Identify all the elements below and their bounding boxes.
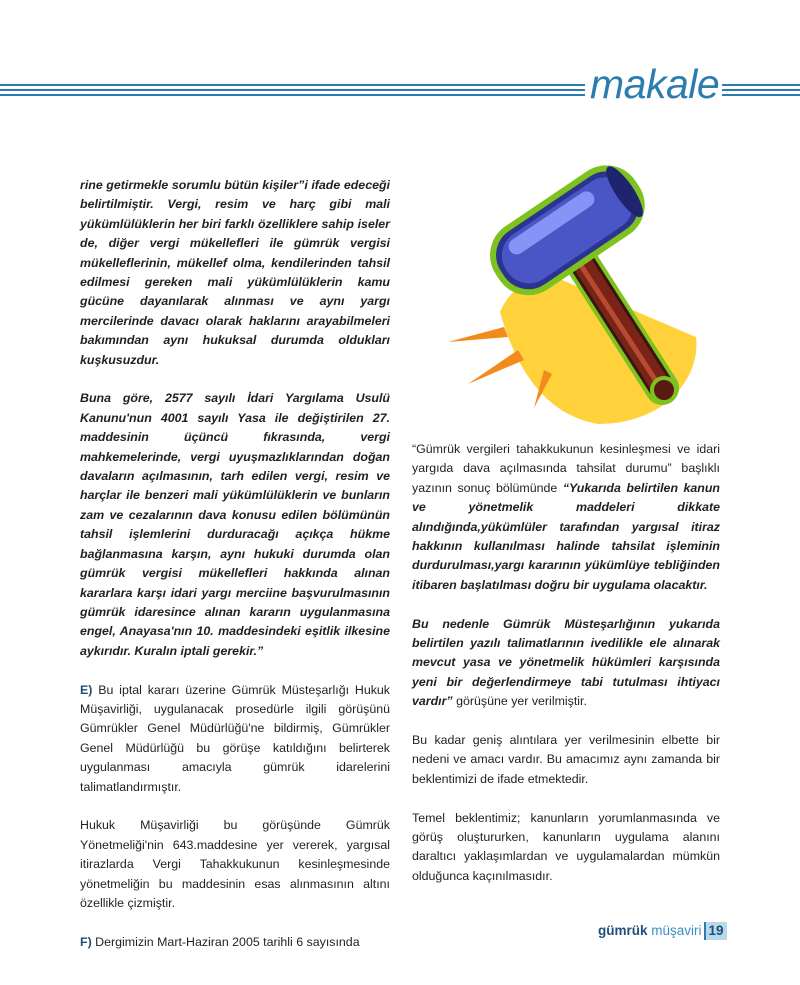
paragraph-left-4: Hukuk Müşavirliği bu görüşünde Gümrük Yönetmeliği'nin 643.maddesine yer vererek, yargısal itirazlarda Vergi Tahakkukunun kesinleşmesinde yönetmeliğin bu maddesinin esas alınmasının altını özellikle çizmiştir.	[80, 818, 390, 910]
paragraph-right-1-text: “Gümrük vergileri tahakkukunun kesinleşmesi ve idari yargıda dava açılmasında tahsilat durumu” başlıklı yazının sonuç bölümünde	[412, 442, 720, 495]
footer-brand-bold: gümrük	[598, 923, 648, 938]
left-column	[80, 176, 390, 972]
footer-brand	[598, 922, 727, 940]
paragraph-right-2-text: görüşüne yer verilmiştir.	[452, 694, 587, 709]
page-number: 19	[704, 922, 727, 940]
paragraph-left-1: rine getirmekle sorumlu bütün kişiler”i ifade edeceği belirtilmiştir. Vergi, resim ve harç gibi mali yükümlülüklerin her biri farklı özelliklere sahip iseler de, diğer vergi mükellefleri ile gümrük vergisi mükelleflerinin, mükellef olma, kendilerinden tahsil edilmesi gereken mali yükümlülüklerin kamu gücüne dayanılarak alınması ve aynı yargı mercilerinde davacı olarak haklarını arayabilmeleri bakımından aynı hukuksal durumda oldukları kuşkusuzdur.	[80, 178, 390, 367]
paragraph-right-1-quote: “Yukarıda belirtilen kanun ve yönetmelik maddeleri dikkate alındığında,yükümlüler tarafından yargısal itiraz hakkının kullanılması halinde tahsilat işleminin durdurulması,yargı kararının yükümlüye tebliğinden itibaren başlatılması doğru bir uygulama olacaktır.	[412, 480, 720, 592]
paragraph-right-2-quote: Bu nedenle Gümrük Müsteşarlığının yukarıda belirtilen yazılı talimatlarının ivedilikle ele alınarak mevcut yasa ve yönetmelik hükümleri karşısında yeni bir değerlendirmeye tabi tutulması ihtiyacı vardır”	[412, 616, 720, 709]
hammer-illustration	[438, 162, 708, 432]
paragraph-left-5-text: Dergimizin Mart-Haziran 2005 tarihli 6 sayısında	[91, 934, 360, 949]
paragraph-left-2: Buna göre, 2577 sayılı İdari Yargılama Usulü Kanunu'nun 4001 sayılı Yasa ile değiştirilen 27. maddesinin üçüncü fıkrasında, vergi mahkemelerinde, vergi uyuşmazlıklarından doğan davaların açılmasının, tarh edilen vergi, resim ve harçlar ile benzeri mali yükümlülüklerin ve bunların zam ve cezalarının dava konusu edilen bölümünün tahsil işlemlerini durduracağı açıkça hükme bağlanmasına karşın, aynı hukuki durumda olan gümrük vergisi mükellefleri hakkında alınan kararlara karşı idari yargı merciine başvurulmasının gümrük idaresince alınan kararın uygulanmasına engel, Anayasa'nın 10. maddesindeki eşitlik ilkesine aykırıdır. Kuralın iptali gerekir.”	[80, 391, 390, 658]
header-rule-left	[0, 84, 585, 98]
spark-2	[468, 350, 524, 384]
paragraph-right-2	[412, 615, 720, 712]
footer-brand-light: müşaviri	[651, 923, 702, 938]
paragraph-right-3: Bu kadar geniş alıntılara yer verilmesinin elbette bir nedeni ve amacı vardır. Bu amacımız aynı zamanda bir beklentimizi de ifade etmektedir.	[412, 733, 720, 786]
paragraph-right-4: Temel beklentimiz; kanunların yorumlanmasında ve görüş oluştururken, kanunların uygulama alanını daraltıcı yaklaşımlardan ve uygulamalardan mümkün olduğunca kaçınılmasıdır.	[412, 810, 720, 883]
right-column	[412, 440, 720, 906]
paragraph-left-3-text: Bu iptal kararı üzerine Gümrük Müsteşarlığı Hukuk Müşavirliği, uygulanacak prosedürle ilgili görüşünü Gümrükler Genel Müdürlüğü'ne bildirmiş, Gümrükler Genel Müdürlüğü bu görüşe katıldığını belirterek uygulanması amacıyla gümrük idarelerini talimatlandırmıştır.	[80, 682, 390, 794]
item-marker-e: E)	[80, 682, 93, 697]
item-marker-f: F)	[80, 934, 92, 949]
handle-end	[652, 378, 676, 402]
paragraph-right-1	[412, 440, 720, 595]
paragraph-left-3	[80, 681, 390, 797]
spark-1	[448, 327, 508, 342]
header-rule-right	[722, 84, 800, 98]
section-title: makale	[590, 61, 720, 107]
paragraph-left-5	[80, 933, 390, 952]
